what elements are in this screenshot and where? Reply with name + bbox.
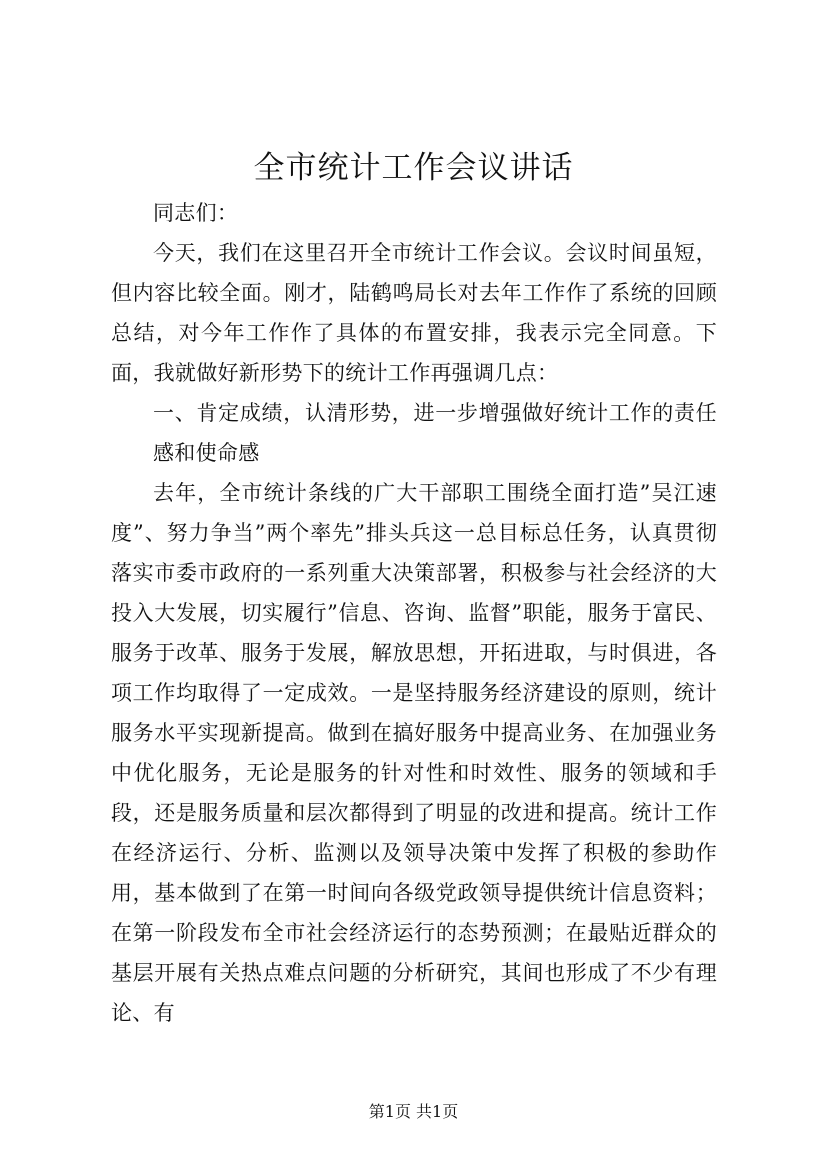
- page-footer: 第1页 共1页: [368, 1102, 459, 1121]
- greeting: 同志们：: [153, 201, 239, 225]
- document-body: [111, 193, 717, 1033]
- paragraph-intro: 今天，我们在这里召开全市统计工作会议。会议时间虽短，但内容比较全面。刚才，陆鹤鸣局长对去年工作作了系统的回顾总结，对今年工作作了具体的布置安排，我表示完全同意。下面，我就做好新形势下的统计工作再强调几点：: [111, 241, 717, 385]
- section-heading: 一、肯定成绩，认清形势，进一步增强做好统计工作的责任感和使命感: [153, 401, 717, 465]
- document-title: 全市统计工作会议讲话: [253, 150, 574, 186]
- paragraph-review: 去年，全市统计条线的广大干部职工围绕全面打造”吴江速度”、努力争当”两个率先”排头兵这一总目标总任务，认真贯彻落实市委市政府的一系列重大决策部署，积极参与社会经济的大投入大发展，切实履行”信息、咨询、监督”职能，服务于富民、服务于改革、服务于发展，解放思想，开拓进取，与时俱进，各项工作均取得了一定成效。一是坚持服务经济建设的原则，统计服务水平实现新提高。做到在搞好服务中提高业务、在加强业务中优化服务，无论是服务的针对性和时效性、服务的领域和手段，还是服务质量和层次都得到了明显的改进和提高。统计工作在经济运行、分析、监测以及领导决策中发挥了积极的参助作用，基本做到了在第一时间向各级党政领导提供统计信息资料；在第一阶段发布全市社会经济运行的态势预测；在最贴近群众的基层开展有关热点难点问题的分析研究，其间也形成了不少有理论、有: [111, 481, 717, 1025]
